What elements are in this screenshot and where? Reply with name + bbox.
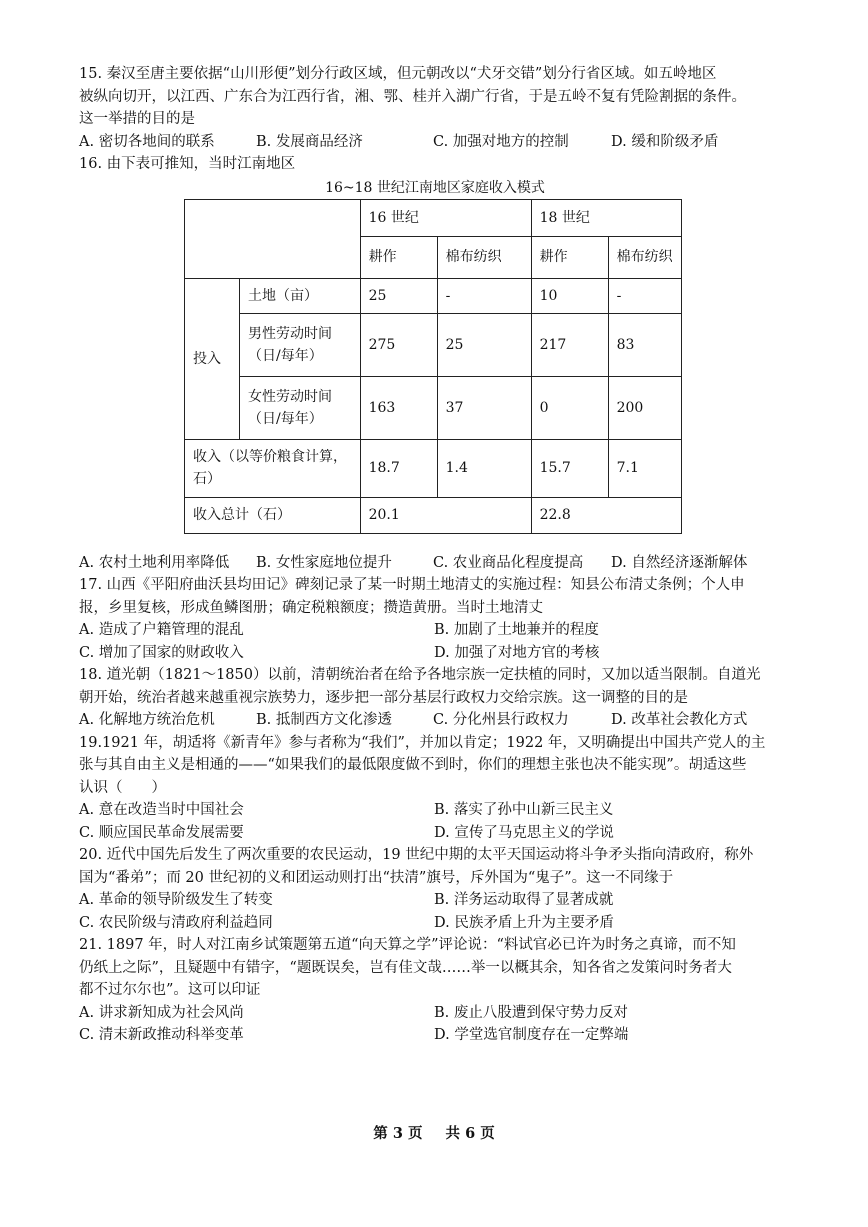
male-labor-label-line-2: （日/每年） (248, 347, 323, 364)
option-b[interactable]: B. 抵制西方文化渗透 (256, 712, 392, 728)
option-a[interactable]: A. 讲求新知成为社会风尚 (79, 1004, 244, 1021)
option-c[interactable]: C. 顺应国民革命发展需要 (79, 824, 244, 841)
option-d[interactable]: D. 民族矛盾上升为主要矛盾 (434, 914, 614, 931)
option-c[interactable]: C. 清末新政推动科举变革 (79, 1027, 244, 1043)
page-footer (0, 1122, 868, 1143)
question-15 (79, 63, 791, 153)
female-labor-label-line-2: （日/每年） (248, 410, 323, 427)
income-label-line-2: 石） (193, 471, 221, 487)
table-cell: 22.8 (531, 497, 681, 533)
table-cell: 25 (437, 313, 531, 376)
income-table (184, 199, 682, 534)
income-label (185, 439, 361, 497)
question-20-stem-line-1: 20. 近代中国先后发生了两次重要的农民运动，19 世纪中期的太平天国运动将斗争矛头指向清政府，称外 (79, 847, 754, 863)
table-cell: 1.4 (437, 439, 531, 497)
question-17-stem-line-1: 17. 山西《平阳府曲沃县均田记》碑刻记录了某一时期土地清丈的实施过程：知县公布清丈条例；个人申 (79, 577, 745, 593)
option-c[interactable]: C. 分化州县行政权力 (433, 712, 569, 728)
total-pages: 共 6 页 (445, 1125, 495, 1142)
option-c[interactable]: C. 农业商品化程度提高 (433, 554, 584, 571)
option-b[interactable]: B. 洋务运动取得了显著成就 (434, 892, 614, 908)
male-labor-label-line-1: 男性劳动时间 (248, 325, 332, 342)
option-c[interactable]: C. 农民阶级与清政府利益趋同 (79, 914, 273, 931)
option-d[interactable]: D. 学堂选官制度存在一定弊端 (434, 1027, 629, 1043)
option-a[interactable]: A. 意在改造当时中国社会 (79, 802, 244, 818)
question-16-stem: 16. 由下表可推知，当时江南地区 (79, 156, 296, 172)
option-b[interactable]: B. 废止八股遭到保守势力反对 (434, 1004, 628, 1021)
option-c[interactable]: C. 加强对地方的控制 (433, 133, 569, 150)
page-number: 第 3 页 (373, 1125, 423, 1142)
question-16 (79, 153, 791, 574)
question-15-options (79, 131, 791, 154)
table-cell: 275 (360, 313, 437, 376)
table-row (185, 199, 682, 236)
question-19-stem-line-3: 认识（ ） (79, 779, 166, 796)
question-15-stem-line-1: 15. 秦汉至唐主要依据“山川形便”划分行政区域，但元朝改以“犬牙交错”划分行省区域。如五岭地区 (79, 66, 717, 82)
option-b[interactable]: B. 发展商品经济 (256, 133, 363, 150)
table-corner-cell (185, 199, 361, 278)
table-cell: 83 (608, 313, 681, 376)
question-21 (79, 934, 791, 1047)
question-19-stem-line-1: 19.1921 年，胡适将《新青年》参与者称为“我们”，并加以肯定；1922 年，又明确提出中国共产党人的主 (79, 734, 766, 751)
option-a[interactable]: A. 造成了户籍管理的混乱 (79, 622, 244, 638)
question-19 (79, 732, 791, 845)
question-15-stem-line-3: 这一举措的目的是 (79, 111, 195, 127)
option-d[interactable]: D. 自然经济逐渐解体 (611, 554, 748, 571)
table-cell: 10 (531, 278, 608, 313)
option-a[interactable]: A. 密切各地间的联系 (79, 133, 215, 150)
table-cell: 0 (531, 376, 608, 439)
option-d[interactable]: D. 宣传了马克思主义的学说 (434, 824, 614, 841)
female-labor-label-line-1: 女性劳动时间 (248, 388, 332, 405)
option-b[interactable]: B. 女性家庭地位提升 (256, 554, 392, 571)
exam-page (79, 63, 791, 1047)
table-cell: 25 (360, 278, 437, 313)
question-19-stem-line-2: 张与其自由主义是相通的——“如果我们的最低限度做不到时，你们的理想主张也决不能实现”。胡适这些 (79, 757, 747, 773)
table-caption: 16~18 世纪江南地区家庭收入模式 (325, 179, 545, 196)
question-21-options-row-1 (79, 1002, 791, 1025)
table-cell: - (437, 278, 531, 313)
table-row (185, 439, 682, 497)
table-row (185, 376, 682, 439)
question-17-options-row-1 (79, 619, 791, 642)
question-20-options-row-1 (79, 889, 791, 912)
question-20-options-row-2 (79, 912, 791, 935)
table-row (185, 278, 682, 313)
question-17-options-row-2 (79, 642, 791, 665)
question-18-options (79, 709, 791, 732)
table-cell: 163 (360, 376, 437, 439)
table-cell: 37 (437, 376, 531, 439)
table-cell: 20.1 (360, 497, 531, 533)
col-farming-18: 耕作 (531, 236, 608, 278)
question-21-stem-line-3: 都不过尔尔也”。这可以印证 (79, 982, 261, 998)
female-labor-label (240, 376, 361, 439)
period-18-header: 18 世纪 (531, 199, 681, 236)
option-d[interactable]: D. 改革社会教化方式 (611, 712, 748, 728)
total-label: 收入总计（石） (185, 497, 361, 533)
input-label: 投入 (185, 278, 240, 439)
question-21-stem-line-2: 仍纸上之际”，且疑题中有错字，“题既误矣，岂有佳文哉……举一以概其余，知各省之发策问时务者大 (79, 959, 732, 976)
table-cell: 200 (608, 376, 681, 439)
question-20 (79, 844, 791, 934)
question-18 (79, 664, 791, 732)
question-18-stem-line-1: 18. 道光朝（1821～1850）以前，清朝统治者在给予各地宗族一定扶植的同时，又加以适当限制。自道光 (79, 667, 761, 683)
col-cotton-18: 棉布纺织 (608, 236, 681, 278)
question-19-options-row-2 (79, 822, 791, 845)
question-18-stem-line-2: 朝开始，统治者越来越重视宗族势力，逐步把一部分基层行政权力交给宗族。这一调整的目的是 (79, 689, 688, 706)
option-b[interactable]: B. 落实了孙中山新三民主义 (434, 802, 614, 818)
income-label-line-1: 收入（以等价粮食计算， (193, 449, 347, 465)
option-c[interactable]: C. 增加了国家的财政收入 (79, 644, 244, 661)
col-farming-16: 耕作 (360, 236, 437, 278)
male-labor-label (240, 313, 361, 376)
option-d[interactable]: D. 缓和阶级矛盾 (611, 133, 719, 150)
period-16-header: 16 世纪 (360, 199, 531, 236)
question-21-stem-line-1: 21. 1897 年，时人对江南乡试策题第五道“向天算之学”评论说：“料试官必已许为时务之真谛，而不知 (79, 937, 736, 953)
option-b[interactable]: B. 加剧了土地兼并的程度 (434, 622, 599, 638)
table-cell: 7.1 (608, 439, 681, 497)
option-a[interactable]: A. 革命的领导阶级发生了转变 (79, 892, 273, 908)
table-cell: 18.7 (360, 439, 437, 497)
question-21-options-row-2 (79, 1024, 791, 1047)
land-label: 土地（亩） (240, 278, 361, 313)
table-row (185, 497, 682, 533)
option-a[interactable]: A. 化解地方统治危机 (79, 712, 215, 728)
question-20-stem-line-2: 国为“番弟”；而 20 世纪初的义和团运动则打出“扶清”旗号，斥外国为“鬼子”。这一不同缘于 (79, 869, 674, 886)
table-cell: 15.7 (531, 439, 608, 497)
option-a[interactable]: A. 农村土地利用率降低 (79, 554, 230, 571)
question-16-options (79, 552, 791, 575)
table-row (185, 313, 682, 376)
table-cell: 217 (531, 313, 608, 376)
col-cotton-16: 棉布纺织 (437, 236, 531, 278)
option-d[interactable]: D. 加强了对地方官的考核 (434, 644, 600, 661)
table-cell: - (608, 278, 681, 313)
question-15-stem-line-2: 被纵向切开，以江西、广东合为江西行省，湘、鄂、桂并入湖广行省，于是五岭不复有凭险割据的条件。 (79, 88, 746, 105)
question-19-options-row-1 (79, 799, 791, 822)
question-17-stem-line-2: 报，乡里复核，形成鱼鳞图册；确定税粮额度；攒造黄册。当时土地清丈 (79, 599, 543, 616)
question-17 (79, 574, 791, 664)
